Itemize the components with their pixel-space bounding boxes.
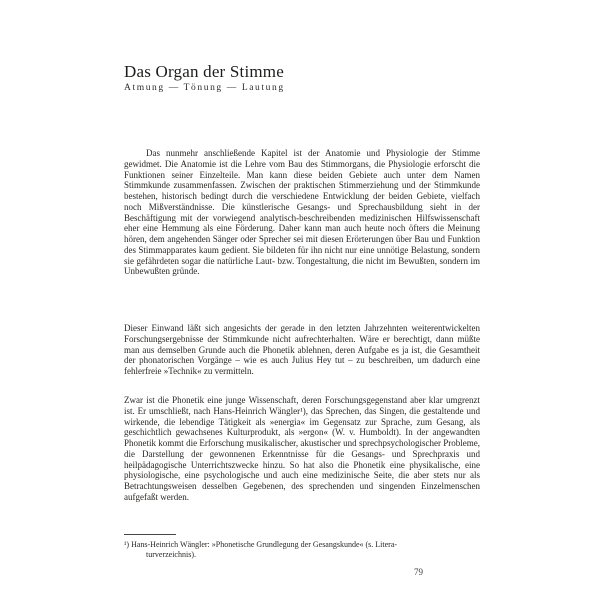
chapter-subtitle: Atmung — Tönung — Lautung xyxy=(124,83,285,93)
footnote-divider xyxy=(124,534,176,535)
body-paragraph-3: Zwar ist die Phonetik eine junge Wissenschaft, deren Forschungsgegenstand aber klar umgrenzt ist. Er umschließt, nach Hans-Heinrich Wängler¹), das Sprechen, das Singen, die gestaltende und wirkende, die lebendige Tätigkeit als »energia« im Gegensatz zur Sprache, zum Gesang, als geschichtlich gewachsenes Kulturprodukt, als »ergon« (W. v. Humboldt). In der angewandten Phonetik kommt die Erforschung musikalischer, akustischer und sprechpsychologischer Probleme, die Darstellung der gewonnenen Erkenntnisse für die Gesangs- und Sprechpraxis und heilpädagogische Unterrichtszwecke hinzu. So hat also die Phonetik eine physikalische, eine physiologische, eine psychologische und auch eine medizinische Seite, die aber stets nur als Betrachtungsweisen desselben Gegebenen, des sprechenden und singenden Einzelmenschen aufgefaßt werden. xyxy=(124,395,480,502)
body-paragraph-1: Das nunmehr anschließende Kapitel ist der Anatomie und Physiologie der Stimme gewidmet. Die Anatomie ist die Lehre vom Bau des Stimmorgans, die Physiologie erforscht die Funktionen seiner Einzelteile. Man kann diese beiden Gebiete auch unter dem Namen Stimmkunde zusammenfassen. Zwischen der praktischen Stimmerziehung und der Stimmkunde bestehen, historisch bedingt durch die verschiedene Entwicklung der beiden Gebiete, vielfach noch Mißverständnisse. Die künstlerische Gesangs- und Sprechausbildung sieht in der Beschäftigung mit der vorwiegend analytisch-beschreibenden medizinischen Hilfswissenschaft eher eine Hemmung als eine Förderung. Daher kann man auch heute noch öfters die Meinung hören, dem angehenden Sänger oder Sprecher sei mit diesen Erörterungen über Bau und Funktion des Stimmapparates kaum gedient. Sie bildeten für ihn nicht nur eine unnötige Belastung, sondern sie gefährdeten sogar die natürliche Laut- bzw. Tongestaltung, die nicht im Bewußten, sondern im Unbewußten gründe. xyxy=(124,148,480,277)
footnote-line-1: ¹) Hans-Heinrich Wängler: »Phonetische Grundlegung der Gesangskunde« (s. Litera- xyxy=(124,540,398,549)
body-paragraph-2: Dieser Einwand läßt sich angesichts der gerade in den letzten Jahrzehnten weiterentwickelten Forschungsergebnisse der Stimmkunde nicht aufrechterhalten. Wäre er berechtigt, dann müßte man aus demselben Grunde auch die Phonetik ablehnen, deren Aufgabe es ja ist, die Gesamtheit der phonatorischen Vorgänge – wie es auch Julius Hey tut – zu beschreiben, um dadurch eine fehlerfreie »Technik« zu vermitteln. xyxy=(124,323,480,376)
footnote-line-2: turverzeichnis). xyxy=(146,549,196,559)
footnote xyxy=(124,540,424,559)
page-number: 79 xyxy=(414,567,423,577)
chapter-title: Das Organ der Stimme xyxy=(124,62,284,81)
